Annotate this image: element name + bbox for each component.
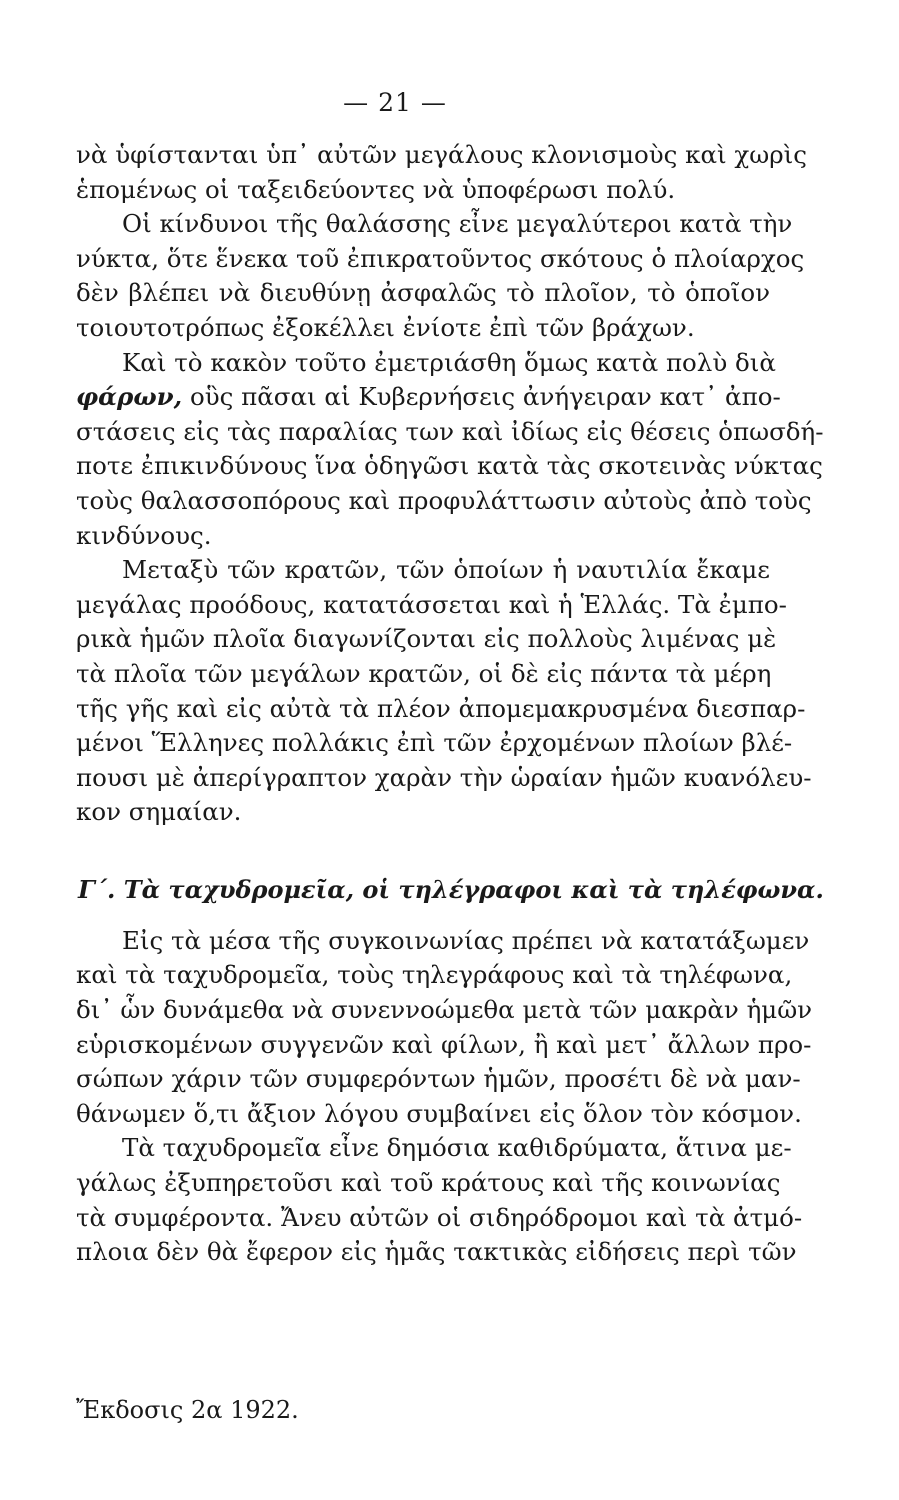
text-line: μένοι Ἕλληνες πολλάκις ἐπὶ τῶν ἐρχομένων πλοίων βλέ- <box>76 728 793 758</box>
text-line: τοιουτοτρόπως ἐξοκέλλει ἐνίοτε ἐπὶ τῶν βράχων. <box>76 312 695 342</box>
text-line: σώπων χάριν τῶν συμφερόντων ἡμῶν, προσέτι δὲ νὰ μαν- <box>76 1064 801 1094</box>
text-line: μεγάλας προόδους, κατατάσσεται καὶ ἡ Ἑλλάς. Τὰ ἐμπο- <box>76 589 787 619</box>
body-text <box>76 138 824 1270</box>
edition-footer: Ἔκδοσις 2α 1922. <box>76 1396 299 1424</box>
text-line: στάσεις εἰς τὰς παραλίας των καὶ ἰδίως εἰς θέσεις ὁπωσδή- <box>76 416 824 446</box>
text-line: Καὶ τὸ κακὸν τοῦτο ἐμετριάσθη ὅμως κατὰ πολὺ διὰ <box>122 347 776 377</box>
paragraph-6 <box>76 1131 803 1269</box>
paragraph-5 <box>76 924 813 1132</box>
text-line: Τὰ ταχυδρομεῖα εἶνε δημόσια καθιδρύματα, ἅτινα με- <box>122 1133 792 1163</box>
text-line-rest: οὓς πᾶσαι αἱ Κυβερνήσεις ἀνήγειραν κατ᾿ ἀπο- <box>182 382 781 412</box>
paragraph-4 <box>76 553 812 830</box>
text-line: πλοια δὲν θὰ ἔφερον εἰς ἡμᾶς τακτικὰς εἰδήσεις περὶ τῶν <box>76 1237 797 1267</box>
text-line: κον σημαίαν. <box>76 797 242 827</box>
text-line: δὲν βλέπει νὰ διευθύνῃ ἀσφαλῶς τὸ πλοῖον, τὸ ὁποῖον <box>76 278 770 308</box>
text-line: ἑπομένως οἱ ταξειδεύοντες νὰ ὑποφέρωσι πολύ. <box>76 174 676 204</box>
paragraph-1 <box>76 138 807 207</box>
text-line: γάλως ἐξυπηρετοῦσι καὶ τοῦ κράτους καὶ τῆς κοινωνίας <box>76 1168 781 1198</box>
text-line: τὰ πλοῖα τῶν μεγάλων κρατῶν, οἱ δὲ εἰς πάντα τὰ μέρη <box>76 658 772 688</box>
text-line: τοὺς θαλασσοπόρους καὶ προφυλάττωσιν αὐτοὺς ἀπὸ τοὺς <box>76 485 812 515</box>
emphasized-word: φάρων, <box>76 382 183 412</box>
text-line: κινδύνους. <box>76 520 212 550</box>
heading-gap <box>76 910 770 924</box>
text-line: τὰ συμφέροντα. Ἄνευ αὐτῶν οἱ σιδηρόδρομοι καὶ τὰ ἀτμό- <box>76 1202 803 1232</box>
text-line: τῆς γῆς καὶ εἰς αὐτὰ τὰ πλέον ἀπομεμακρυσμένα διεσπαρ- <box>76 693 806 723</box>
section-heading: Γ΄. Τὰ ταχυδρομεῖα, οἱ τηλέγραφοι καὶ τὰ τηλέφωνα. <box>78 874 824 904</box>
text-line: καὶ τὰ ταχυδρομεῖα, τοὺς τηλεγράφους καὶ τὰ τηλέφωνα, <box>76 960 793 990</box>
paragraph-3 <box>76 346 824 554</box>
text-line: Εἰς τὰ μέσα τῆς συγκοινωνίας πρέπει νὰ κατατάξωμεν <box>122 925 810 955</box>
text-line: νὰ ὑφίστανται ὑπ᾿ αὐτῶν μεγάλους κλονισμοὺς καὶ χωρὶς <box>76 140 807 169</box>
text-line: δι᾿ ὧν δυνάμεθα νὰ συνεννοώμεθα μετὰ τῶν μακρὰν ἡμῶν <box>76 995 813 1025</box>
text-line <box>76 380 781 415</box>
text-line: Μεταξὺ τῶν κρατῶν, τῶν ὁποίων ἡ ναυτιλία ἔκαμε <box>122 555 770 585</box>
text-line: θάνωμεν ὅ,τι ἄξιον λόγου συμβαίνει εἰς ὅλον τὸν κόσμον. <box>76 1098 802 1128</box>
text-line: ποτε ἐπικινδύνους ἵνα ὁδηγῶσι κατὰ τὰς σκοτεινὰς νύκτας <box>76 451 823 481</box>
paragraph-2 <box>76 207 805 345</box>
section-gap <box>76 830 770 870</box>
text-line: Οἱ κίνδυνοι τῆς θαλάσσης εἶνε μεγαλύτεροι κατὰ τὴν <box>122 209 793 239</box>
text-line: εὑρισκομένων συγγενῶν καὶ φίλων, ἢ καὶ μετ᾿ ἄλλων προ- <box>76 1029 812 1059</box>
text-line: πουσι μὲ ἀπερίγραπτον χαρὰν τὴν ὡραίαν ἡμῶν κυανόλευ- <box>76 762 812 792</box>
text-line: νύκτα, ὅτε ἕνεκα τοῦ ἐπικρατοῦντος σκότους ὁ πλοίαρχος <box>76 243 805 273</box>
page-number: — 21 — <box>343 88 447 117</box>
text-line: ρικὰ ἡμῶν πλοῖα διαγωνίζονται εἰς πολλοὺς λιμένας μὲ <box>76 624 777 654</box>
